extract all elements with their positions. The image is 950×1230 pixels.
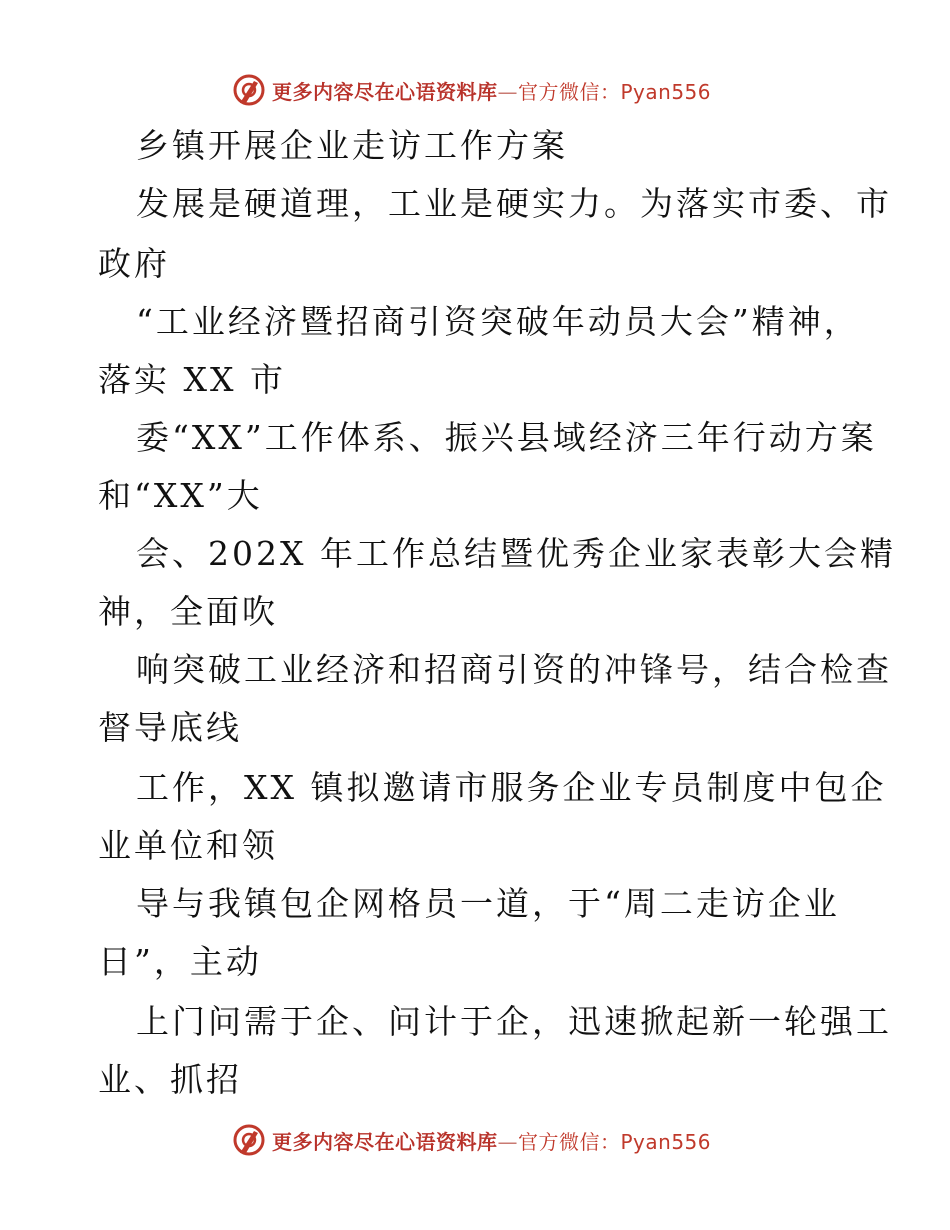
document-title: 乡镇开展企业走访工作方案 bbox=[136, 126, 568, 165]
watermark-text bbox=[272, 1126, 711, 1155]
text-line: 督导底线 bbox=[98, 708, 242, 747]
text-line: “工业经济暨招商引资突破年动员大会”精神， bbox=[136, 302, 860, 341]
watermark-dash: — bbox=[497, 79, 518, 104]
quill-logo-icon bbox=[232, 1123, 266, 1157]
text-line: 神，全面吹 bbox=[98, 592, 278, 631]
text-line: 政府 bbox=[98, 244, 170, 283]
text-line: 工作，XX 镇拟邀请市服务企业专员制度中包企 bbox=[136, 768, 887, 807]
text-line: 响突破工业经济和招商引资的冲锋号，结合检查 bbox=[136, 650, 892, 689]
text-line: 和“XX”大 bbox=[98, 476, 263, 515]
watermark-contact: 官方微信：Pyan556 bbox=[518, 1129, 712, 1154]
text-line: 会、202X 年工作总结暨优秀企业家表彰大会精 bbox=[136, 534, 896, 573]
watermark-footer bbox=[232, 1122, 711, 1158]
text-line: 发展是硬道理，工业是硬实力。为落实市委、市 bbox=[136, 184, 892, 223]
text-line: 委“XX”工作体系、振兴县域经济三年行动方案 bbox=[136, 418, 877, 457]
text-line: 业、抓招 bbox=[98, 1060, 242, 1099]
watermark-dash: — bbox=[497, 1129, 518, 1154]
text-line: 落实 XX 市 bbox=[98, 360, 286, 399]
watermark-contact: 官方微信：Pyan556 bbox=[518, 79, 712, 104]
watermark-main: 更多内容尽在心语资料库 bbox=[272, 79, 498, 104]
text-line: 导与我镇包企网格员一道，于“周二走访企业 bbox=[136, 884, 840, 923]
text-line: 上门问需于企、问计于企，迅速掀起新一轮强工 bbox=[136, 1002, 892, 1041]
text-line: 业单位和领 bbox=[98, 826, 278, 865]
watermark-main: 更多内容尽在心语资料库 bbox=[272, 1129, 498, 1154]
text-line: 日”，主动 bbox=[98, 942, 262, 981]
